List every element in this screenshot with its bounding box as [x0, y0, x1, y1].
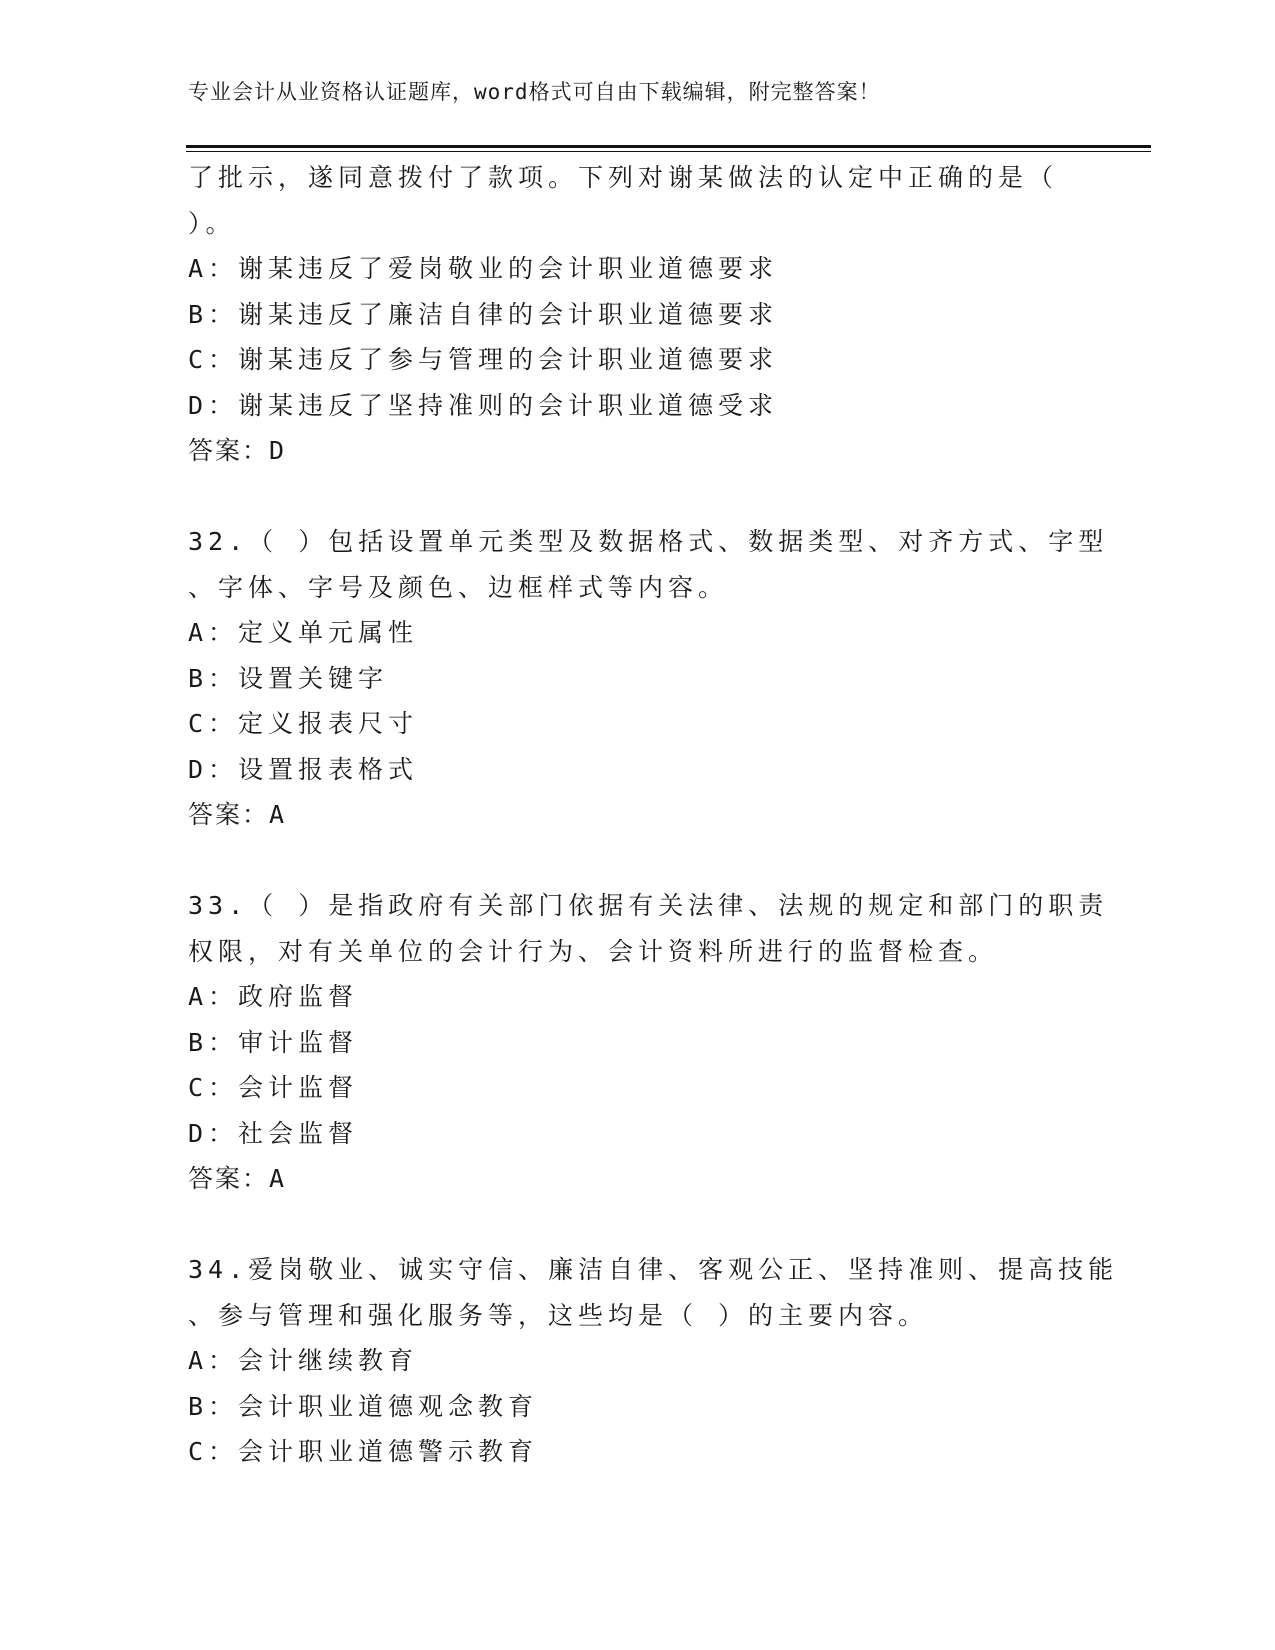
question-block: [188, 1247, 1119, 1475]
option-c: C：定义报表尺寸: [188, 709, 419, 738]
question-stem-line: 权限，对有关单位的会计行为、会计资料所进行的监督检查。: [188, 936, 999, 966]
question-block: [188, 883, 1109, 1202]
option-b: B：审计监督: [188, 1027, 359, 1057]
question-stem-line: 34.爱岗敬业、诚实守信、廉洁自律、客观公正、坚持准则、提高技能: [188, 1255, 1119, 1284]
option-c: C：谢某违反了参与管理的会计职业道德要求: [188, 345, 779, 374]
option-d: D：社会监督: [188, 1118, 359, 1148]
question-stem-line: 32.（ ）包括设置单元类型及数据格式、数据类型、对齐方式、字型: [188, 527, 1109, 556]
option-a: A：定义单元属性: [188, 618, 419, 647]
answer-line: 答案：A: [188, 800, 287, 829]
question-stem-line: 、参与管理和强化服务等，这些均是（ ）的主要内容。: [188, 1300, 929, 1330]
option-b: B：会计职业道德观念教育: [188, 1391, 539, 1421]
answer-line: 答案：A: [188, 1164, 287, 1193]
question-stem-line: ）。: [188, 208, 236, 238]
option-a: A：谢某违反了爱岗敬业的会计职业道德要求: [188, 254, 779, 283]
answer-line: 答案：D: [188, 436, 287, 465]
question-stem-line: 了批示，遂同意拨付了款项。下列对谢某做法的认定中正确的是（: [188, 163, 1059, 192]
option-c: C：会计监督: [188, 1073, 359, 1102]
question-block: [188, 519, 1109, 838]
page-header: 专业会计从业资格认证题库，word格式可自由下载编辑，附完整答案！: [188, 80, 881, 104]
question-list: [188, 155, 1119, 1475]
option-c: C：会计职业道德警示教育: [188, 1437, 539, 1466]
option-b: B：谢某违反了廉洁自律的会计职业道德要求: [188, 299, 779, 329]
option-d: D：设置报表格式: [188, 754, 419, 784]
option-a: A：政府监督: [188, 982, 359, 1011]
header-divider: [186, 145, 1151, 152]
option-a: A：会计继续教育: [188, 1346, 419, 1375]
question-stem-line: 、字体、字号及颜色、边框样式等内容。: [188, 572, 729, 602]
question-block: [188, 155, 1088, 474]
option-b: B：设置关键字: [188, 663, 389, 693]
option-d: D：谢某违反了坚持准则的会计职业道德受求: [188, 390, 779, 420]
question-stem-line: 33.（ ）是指政府有关部门依据有关法律、法规的规定和部门的职责: [188, 891, 1109, 920]
